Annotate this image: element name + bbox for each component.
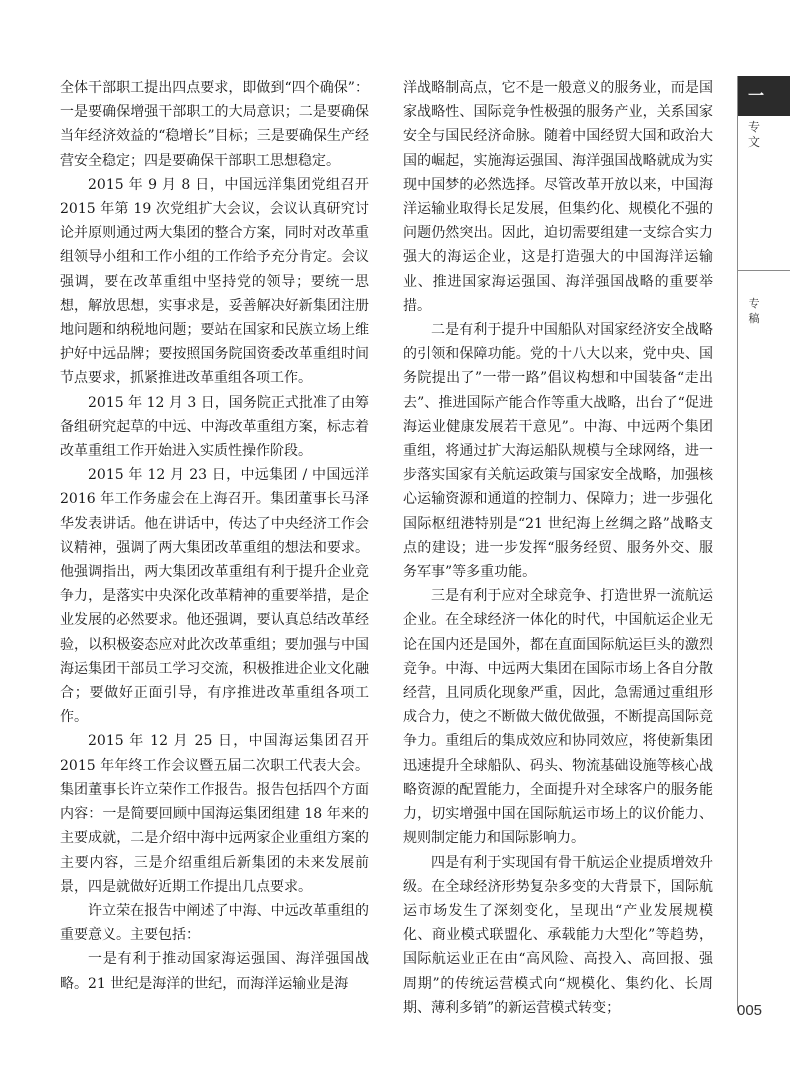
section-tab-number: 一 [738, 76, 790, 116]
paragraph: 四是有利于实现国有骨干航运企业提质增效升级。在全球经济形势复杂多变的大背景下，国际航运市场发生了深刻变化，呈现出“产业发展规模化、商业模式联盟化、承载能力大型化”等趋势，国际航运业正在由“高风险、高投入、高回报、强周期”的传统运营模式向“规模化、集约化、长周期、薄利多销”的新运营模式转变； [403, 854, 713, 1016]
paragraph: 三是有利于应对全球竞争、打造世界一流航运企业。在全球经济一体化的时代，中国航运企业无论在国内还是国外，都在直面国际航运巨头的激烈竞争。中海、中远两大集团在国际市场上各自分散经营，且同质化现象严重，因此，急需通过重组形成合力，使之不断做大做优做强，不断提高国际竞争力。重组后的集成效应和协同效应，将使新集团迅速提升全球船队、码头、物流基础设施等核心战略资源的配置能力，全面提升对全球客户的服务能力，切实增强中国在国际航运市场上的议价能力、规则制定能力和国际影响力。 [403, 588, 713, 847]
sidebar-divider [737, 76, 738, 1011]
paragraph: 2015 年 12 月 3 日，国务院正式批准了由筹备组研究起草的中远、中海改革重组方案，标志着改革重组工作开始进入实质性操作阶段。 [60, 394, 369, 460]
section-label-zhuangao: 专稿 [748, 297, 760, 325]
sidebar-rule [738, 270, 790, 271]
paragraph: 全体干部职工提出四点要求，即做到“四个确保”：一是要确保增强干部职工的大局意识；二是要确保当年经济效益的“稳增长”目标；三是要确保生产经营安全稳定；四是要确保干部职工思想稳定。 [60, 80, 369, 169]
page-number: 005 [737, 1002, 763, 1019]
paragraph: 2015 年 12 月 23 日，中远集团 / 中国远洋 2016 年工作务虚会在上海召开。集团董事长马泽华发表讲话。他在讲话中，传达了中央经济工作会议精神，强调了两大集团改革重组的想法和要求。他强调指出，两大集团改革重组有利于提升企业竞争力，是落实中央深化改革精神的重要举措，是企业发展的必然要求。他还强调，要认真总结改革经验，以积极姿态应对此次改革重组；要加强与中国海运集团干部员工学习交流，积极推进企业文化融合；要做好正面引导，有序推进改革重组各项工作。 [60, 467, 369, 726]
paragraph: 2015 年 9 月 8 日，中国远洋集团党组召开 2015 年第 19 次党组扩大会议，会议认真研究讨论并原则通过两大集团的整合方案，同时对改革重组领导小组和工作小组的工作给予充分肯定。会议强调，要在改革重组中坚持党的领导；要统一思想，解放思想，实事求是，妥善解决好新集团注册地问题和纳税地问题；要站在国家和民族立场上维护好中远品牌；要按照国务院国资委改革重组时间节点要求，抓紧推进改革重组各项工作。 [60, 176, 369, 387]
section-label-zhuanwen: 专文 [747, 120, 760, 149]
paragraph: 洋战略制高点，它不是一般意义的服务业，而是国家战略性、国际竞争性极强的服务产业，关系国家安全与国民经济命脉。随着中国经贸大国和政治大国的崛起，实施海运强国、海洋强国战略就成为实现中国梦的必然选择。尽管改革开放以来，中国海洋运输业取得长足发展，但集约化、规模化不强的问题仍然突出。因此，迫切需要组建一支综合实力强大的海运企业，这是打造强大的中国海洋运输业、推进国家海运强国、海洋强国战略的重要举措。 [403, 80, 713, 314]
left-column [60, 76, 369, 996]
paragraph: 二是有利于提升中国船队对国家经济安全战略的引领和保障功能。党的十八大以来，党中央、国务院提出了”一带一路”倡议构想和中国装备“走出去”、推进国际产能合作等重大战略，出台了“促进海运业健康发展若干意见”。中海、中远两个集团重组，将通过扩大海运船队规模与全球网络，进一步落实国家有关航运政策与国家安全战略，加强核心运输资源和通道的控制力、保障力；进一步强化国际枢纽港特别是“21 世纪海上丝绸之路”战略支点的建设；进一步发挥“服务经贸、服务外交、服务军事”等多重功能。 [403, 322, 713, 581]
paragraph: 2015 年 12 月 25 日，中国海运集团召开 2015 年年终工作会议暨五届二次职工代表大会。集团董事长许立荣作工作报告。报告包括四个方面内容：一是简要回顾中国海运集团组建 18 年来的主要成就，二是介绍中海中远两家企业重组方案的主要内容，三是介绍重组后新集团的未来发展前景，四是就做好近期工作提出几点要求。 [60, 733, 369, 895]
paragraph: 许立荣在报告中阐述了中海、中远改革重组的重要意义。主要包括： [60, 902, 369, 944]
paragraph: 一是有利于推动国家海运强国、海洋强国战略。21 世纪是海洋的世纪，而海洋运输业是海 [60, 951, 369, 992]
right-column [403, 76, 713, 1020]
